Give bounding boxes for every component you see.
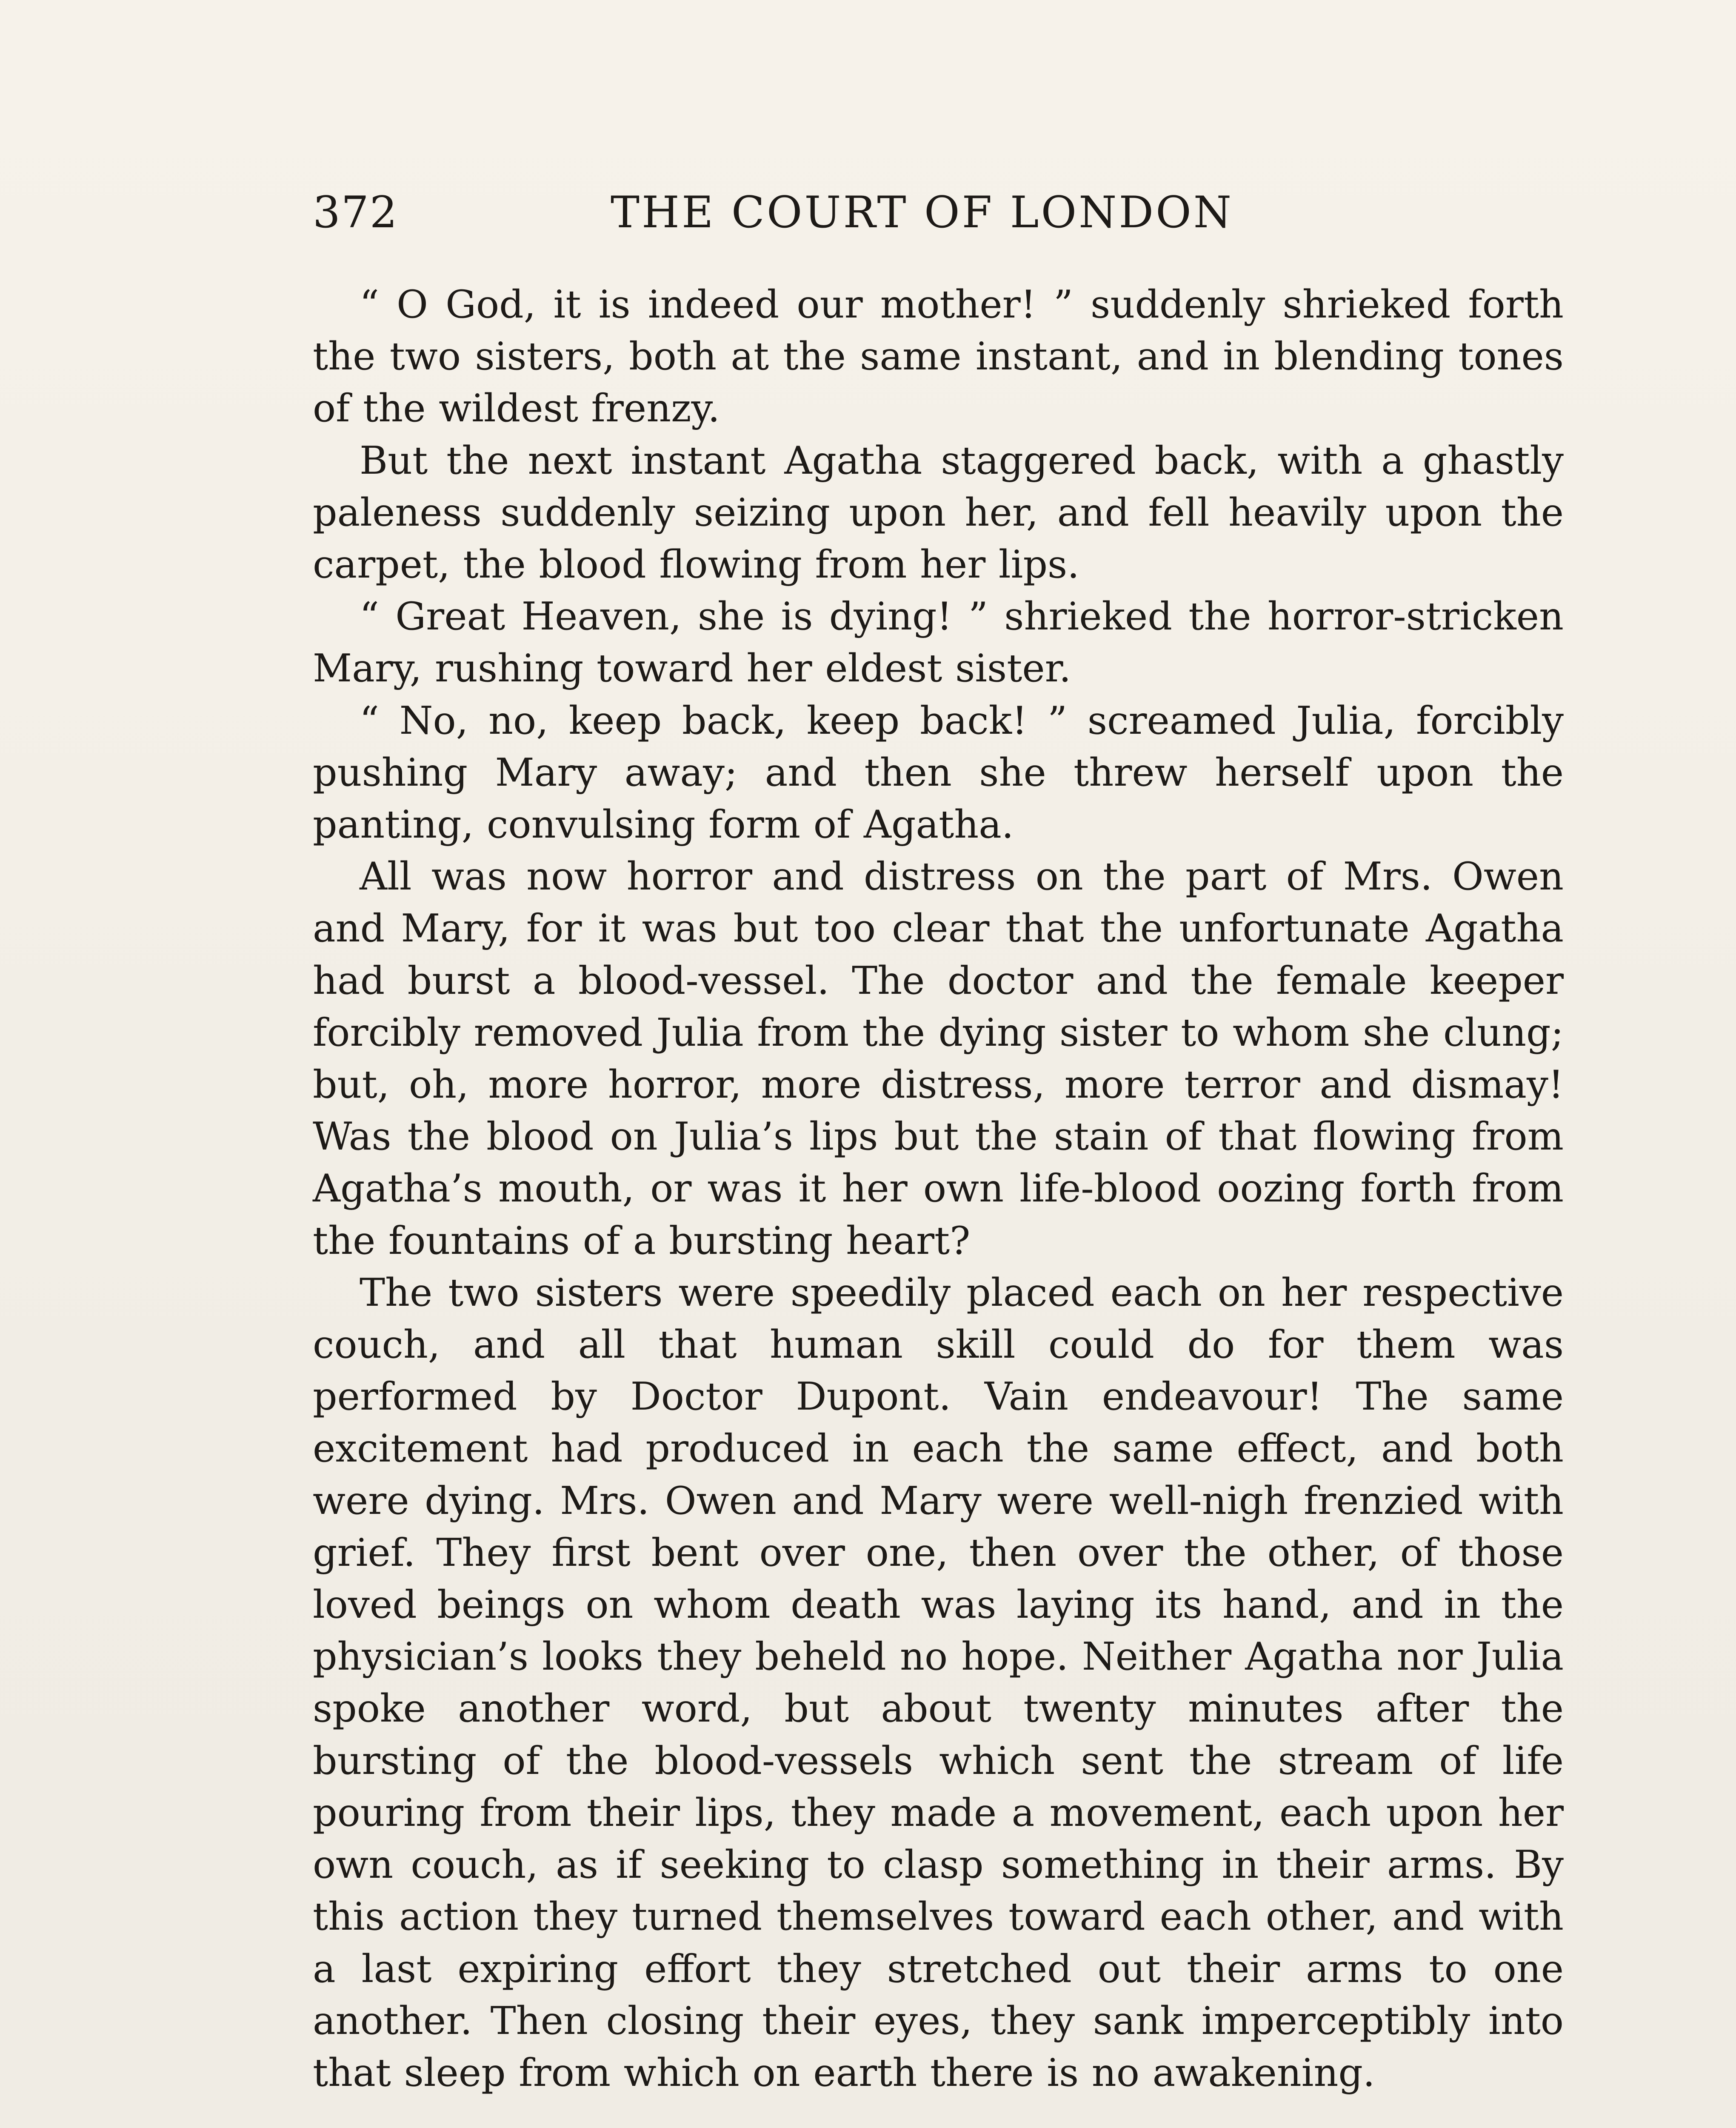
paragraph: “ O God, it is indeed our mother! ” suddenly shrieked forth the two sisters, both at the same instant, and in blending tones of the wildest frenzy. xyxy=(313,282,1564,431)
paragraph: All was now horror and distress on the part of Mrs. Owen and Mary, for it was but too clear that the unfortunate Agatha had burst a blood-vessel. The doctor and the female keeper forcibly removed Julia from the dying sister to whom she clung; but, oh, more horror, more distress, more terror and dismay! Was the blood on Julia’s lips but the stain of that flowing from Agatha’s mouth, or was it her own life-blood oozing forth from the fountains of a bursting heart? xyxy=(313,854,1564,1263)
paragraph: “ Great Heaven, she is dying! ” shrieked the horror-stricken Mary, rushing toward her eldest sister. xyxy=(313,594,1564,691)
running-head-title: THE COURT OF LONDON xyxy=(611,187,1234,238)
page-number: 372 xyxy=(313,187,398,238)
body-text xyxy=(313,279,1564,2128)
paragraph: The two sisters were speedily placed each on her respective couch, and all that human skill could do for them was performed by Doctor Dupont. Vain endeavour! The same excitement had produced in each the same effect, and both were dying. Mrs. Owen and Mary were well-nigh frenzied with grief. They first bent over one, then over the other, of those loved beings on whom death was laying its hand, and in the physician’s looks they beheld no hope. Neither Agatha nor Julia spoke another word, but about twenty minutes after the bursting of the blood-vessels which sent the stream of life pouring from their lips, they made a movement, each upon her own couch, as if seeking to clasp something in their arms. By this action they turned themselves toward each other, and with a last expiring effort they stretched out their arms to one another. Then closing their eyes, they sank imperceptibly into that sleep from which on earth there is no awakening. xyxy=(313,1270,1564,2095)
paragraph: “ No, no, keep back, keep back! ” screamed Julia, forcibly pushing Mary away; and then she threw herself upon the panting, convulsing form of Agatha. xyxy=(313,698,1564,847)
paragraph: But the next instant Agatha staggered back, with a ghastly paleness suddenly seizing upon her, and fell heavily upon the carpet, the blood flowing from her lips. xyxy=(313,438,1564,587)
page-header xyxy=(313,183,1572,243)
